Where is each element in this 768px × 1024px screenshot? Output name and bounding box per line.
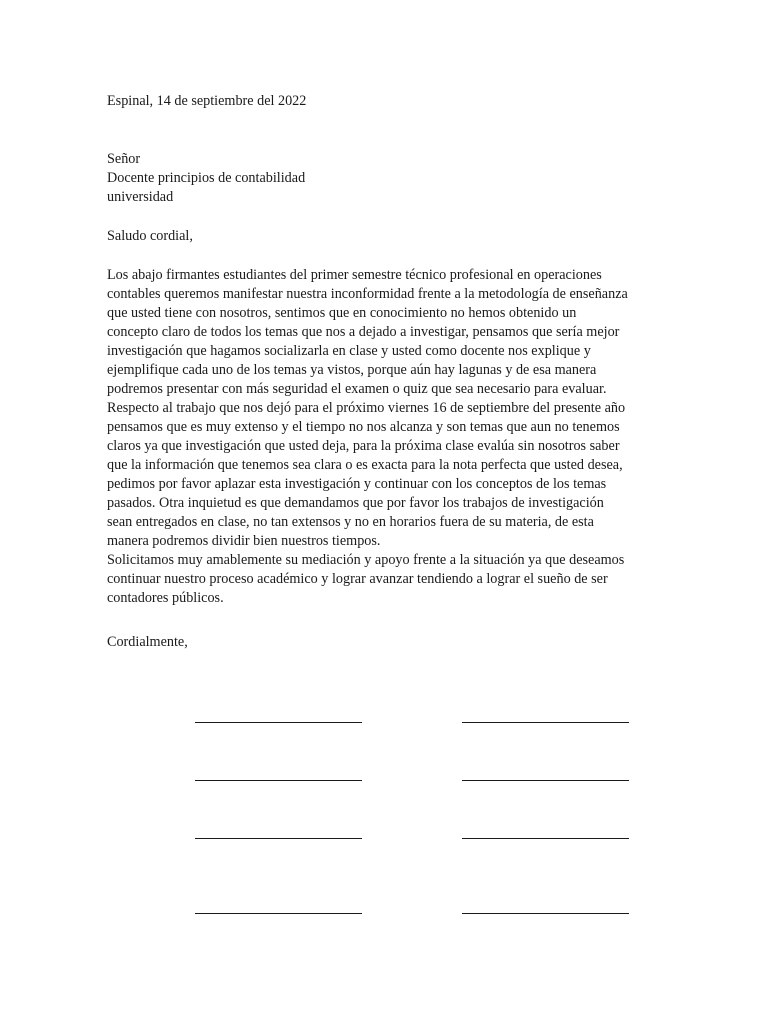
body-line: que la información que tenemos sea clara o es exacta para la nota perfecta que usted desea, [107,457,623,473]
signature-line [462,913,629,914]
body-line: manera podremos dividir bien nuestros tiempos. [107,533,381,549]
signature-line [462,780,629,781]
greeting-line: Saludo cordial, [107,228,193,244]
body-line: pensamos que es muy extenso y el tiempo no nos alcanza y son temas que aun no tenemos [107,419,620,435]
body-line: que usted tiene con nosotros, sentimos que en conocimiento no hemos obtenido un [107,305,577,321]
recipient-line: Docente principios de contabilidad [107,170,306,186]
body-line: pedimos por favor aplazar esta investigación y continuar con los conceptos de los temas [107,476,607,492]
date-line: Espinal, 14 de septiembre del 2022 [107,93,307,109]
body-line: Respecto al trabajo que nos dejó para el próximo viernes 16 de septiembre del presente año [107,400,626,416]
signature-line [462,838,629,839]
signature-line [462,722,629,723]
closing-line: Cordialmente, [107,634,188,650]
recipient-line: Señor [107,151,141,167]
body-line: pasados. Otra inquietud es que demandamos que por favor los trabajos de investigación [107,495,604,511]
body-line: podremos presentar con más seguridad el examen o quiz que sea necesario para evaluar. [107,381,607,397]
signature-line [195,913,362,914]
signature-line [195,722,362,723]
signature-line [195,780,362,781]
body-line: Solicitamos muy amablemente su mediación y apoyo frente a la situación ya que deseamos [107,552,625,568]
body-line: contadores públicos. [107,590,224,606]
body-line: investigación que hagamos socializarla en clase y usted como docente nos explique y [107,343,591,359]
body-line: sean entregados en clase, no tan extensos y no en horarios fuera de su materia, de esta [107,514,594,530]
body-line: claros ya que investigación que usted deja, para la próxima clase evalúa sin nosotros saber [107,438,620,454]
body-line: contables queremos manifestar nuestra inconformidad frente a la metodología de enseñanza [107,286,628,302]
body-line: concepto claro de todos los temas que nos a dejado a investigar, pensamos que sería mejor [107,324,620,340]
body-line: Los abajo firmantes estudiantes del primer semestre técnico profesional en operaciones [107,267,602,283]
body-line: ejemplifique cada uno de los temas ya vistos, porque aún hay lagunas y de esa manera [107,362,597,378]
recipient-line: universidad [107,189,174,205]
body-line: continuar nuestro proceso académico y lograr avanzar tendiendo a lograr el sueño de ser [107,571,608,587]
signature-line [195,838,362,839]
